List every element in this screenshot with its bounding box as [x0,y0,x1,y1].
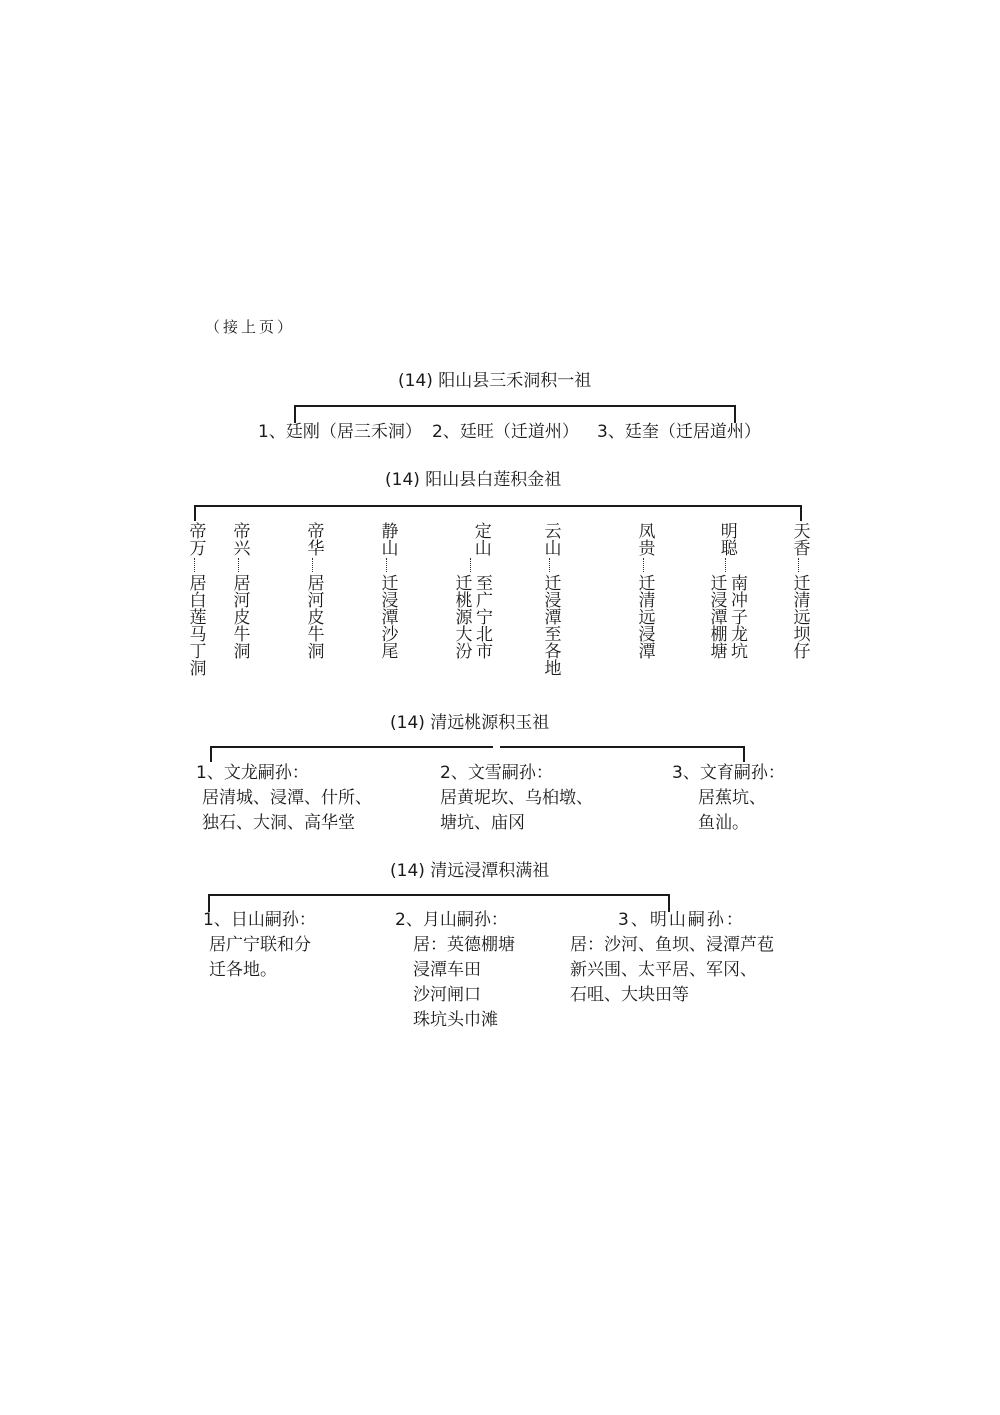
tree-bracket-line [294,405,736,407]
note-columns [707,574,746,659]
name-text: 凤贵 [634,522,655,556]
tree-branch-line [800,505,802,521]
connector-dots [194,558,197,572]
tree-branch-line [210,746,212,762]
branch-heading: 1、文龙嗣孙： [196,763,309,783]
note-text: 居河皮牛洞 [303,574,324,659]
tree-bracket-line [210,746,493,748]
note-text: 迁浸潭至各地 [540,574,561,676]
branch-rishan [203,908,316,983]
note-text: 迁桃源大汾 [451,574,472,659]
branch-line: 居蕉坑、 [698,788,766,808]
name-text: 明聪 [716,522,737,556]
section-title: (14) 清远桃源积玉祖 [390,713,550,733]
branch-yunshan [541,522,560,676]
connector-dots [798,558,801,572]
connector-dots [470,558,473,572]
section-title: (14) 阳山县白莲积金祖 [385,470,562,490]
name-text: 定山 [470,522,491,556]
branch-line: 新兴围、太平居、军冈、 [570,960,757,980]
branch-tianxiang [790,522,809,659]
name-text: 静山 [377,522,398,556]
note-text: 迁清远坝仔 [789,574,810,659]
name-text: 帝华 [303,522,324,556]
connector-dots [386,558,389,572]
branch-yueshan [395,908,515,1033]
connector-dots [312,558,315,572]
note-text: 迁浸潭棚塘 [706,574,727,659]
connector-dots [725,558,728,572]
branch-heading: 3、明山嗣孙： [618,910,745,930]
branch-heading: 2、月山嗣孙： [395,910,508,930]
tree-branch-line [194,505,196,521]
branch-label: 2、廷旺（迁道州） [432,422,579,442]
branch-label: 1、廷刚（居三禾洞） [258,422,422,442]
branch-heading: 3、文育嗣孙： [672,763,785,783]
name-text: 帝万 [185,522,206,556]
branch-denggui [635,522,654,659]
branch-line: 鱼汕。 [698,813,749,833]
branch-dimian [186,522,205,676]
branch-heading: 1、日山嗣孙： [203,910,316,930]
branch-wenxue [440,761,593,836]
branch-line: 珠坑头巾滩 [413,1010,498,1030]
branch-wenyu [672,761,785,836]
tree-bracket-line [208,894,670,896]
section-title: (14) 阳山县三禾洞积一祖 [398,371,592,391]
note-text: 南冲子龙坑 [727,574,747,659]
branch-heading: 2、文雪嗣孙： [440,763,553,783]
name-text: 帝兴 [229,522,250,556]
branch-dixing [230,522,249,659]
note-text: 迁浸潭沙尾 [377,574,398,659]
branch-line: 独石、大洞、高华堂 [202,813,355,833]
branch-dihua [304,522,323,659]
tree-branch-line [294,405,296,423]
branch-line: 居清城、浸潭、什所、 [202,788,372,808]
branch-line: 居广宁联和分 [209,935,311,955]
note-text: 居白莲马丁洞 [185,574,206,676]
branch-mingcong [707,522,746,659]
branch-line: 居：英德棚塘 [413,935,515,955]
note-text: 至广宁北市 [472,574,492,659]
note-columns [452,574,491,659]
section-title: (14) 清远浸潭积满祖 [390,861,550,881]
tree-branch-line [734,405,736,423]
note-text: 迁清远浸潭 [634,574,655,659]
connector-dots [643,558,646,572]
branch-label: 3、廷奎（迁居道州） [597,422,761,442]
name-text: 天香 [789,522,810,556]
branch-line: 沙河闸口 [413,985,481,1005]
name-text: 云山 [540,522,561,556]
branch-name [186,522,205,556]
branch-jingshan [378,522,397,659]
branch-line: 塘坑、庙冈 [440,813,525,833]
note-text: 居河皮牛洞 [229,574,250,659]
branch-line: 石咀、大块田等 [570,985,689,1005]
branch-line: 居黄坭坎、乌桕墩、 [440,788,593,808]
tree-branch-line [743,746,745,762]
tree-bracket-line [194,505,802,507]
connector-dots [549,558,552,572]
branch-wenlong [196,761,372,836]
branch-mingshan [570,908,774,1008]
continued-from-previous-page: （接上页） [205,318,296,336]
branch-dingshan [452,522,491,659]
branch-line: 迁各地。 [209,960,277,980]
branch-line: 居：沙河、鱼坝、浸潭芦苞 [570,935,774,955]
tree-bracket-line [500,746,745,748]
connector-dots [238,558,241,572]
branch-line: 浸潭车田 [413,960,481,980]
